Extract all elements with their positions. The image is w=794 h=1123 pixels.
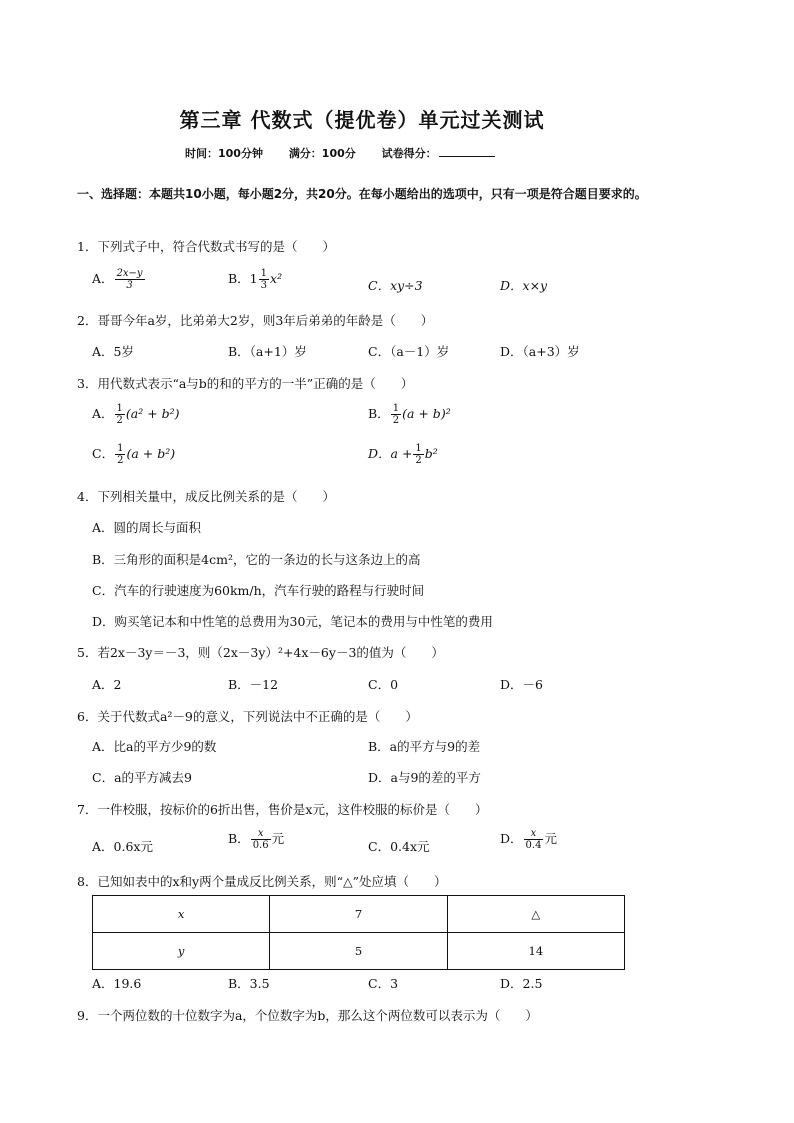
q5-option-a: A．2 [92, 677, 122, 692]
q3-option-d: D．a + $\frac{1}{2}$ b² [368, 443, 438, 466]
question-2: 2．哥哥今年a岁，比弟弟大2岁，则3年后弟弟的年龄是（ ） [77, 313, 434, 328]
section-heading: 一、选择题：本题共10小题，每小题2分，共20分。在每小题给出的选项中，只有一项是符合题目要求的。 [77, 187, 647, 201]
q4-option-b: B．三角形的面积是4cm²，它的一条边的长与这条边上的高 [92, 552, 421, 567]
table-cell: x [93, 896, 270, 933]
q1-option-a: A． $\frac{2x-y}{3}$ [92, 268, 143, 291]
q5-option-c: C．0 [368, 677, 399, 692]
table-row [93, 896, 625, 933]
question-4: 4．下列相关量中，成反比例关系的是（ ） [77, 489, 335, 504]
q7-option-a: A．0.6x元 [92, 839, 153, 854]
exam-meta [185, 145, 539, 161]
q8-option-d: D．2.5 [500, 976, 543, 991]
q1-option-c: C．xy÷3 [368, 278, 423, 293]
question-7: 7．一件校服，按标价的6折出售，售价是x元，这件校服的标价是（ ） [77, 802, 488, 817]
q5-option-d: D．－6 [500, 677, 543, 692]
q5-option-b: B．－12 [228, 677, 279, 692]
table-row [93, 933, 625, 970]
q2-option-d: D．（a+3）岁 [500, 344, 580, 359]
page-title: 第三章 代数式（提优卷）单元过关测试 [179, 108, 545, 132]
table-cell: 14 [447, 933, 624, 970]
q6-option-b: B．a的平方与9的差 [368, 739, 481, 754]
q3-option-b: B． $\frac{1}{2}$ (a + b)² [368, 403, 451, 426]
q6-option-c: C．a的平方减去9 [92, 770, 192, 785]
table-cell: △ [447, 896, 624, 933]
exam-time: 时间：100分钟 [185, 147, 263, 160]
q3-option-c: C． $\frac{1}{2}$ (a + b²) [92, 443, 176, 466]
q7-option-d: D． $\frac{x}{0.4}$ 元 [500, 828, 557, 851]
question-1: 1．下列式子中，符合代数式书写的是（ ） [77, 239, 335, 254]
question-8: 8．已知如表中的x和y两个量成反比例关系，则“△”处应填（ ） [77, 874, 447, 889]
q8-table [92, 895, 625, 970]
q8-option-a: A．19.6 [92, 976, 142, 991]
table-cell: y [93, 933, 270, 970]
q4-option-a: A．圆的周长与面积 [92, 520, 202, 535]
q3-option-a: A． $\frac{1}{2}$ (a² + b²) [92, 403, 180, 426]
score-blank [439, 156, 495, 157]
table-cell: 5 [270, 933, 447, 970]
q2-option-c: C．（a－1）岁 [368, 344, 450, 359]
q7-option-c: C．0.4x元 [368, 839, 430, 854]
question-5: 5．若2x－3y＝－3，则（2x－3y）²+4x－6y－3的值为（ ） [77, 645, 444, 660]
q6-option-a: A．比a的平方少9的数 [92, 739, 217, 754]
q2-option-b: B．（a+1）岁 [228, 344, 307, 359]
question-6: 6．关于代数式a²－9的意义，下列说法中不正确的是（ ） [77, 709, 418, 724]
q4-option-d: D．购买笔记本和中性笔的总费用为30元，笔记本的费用与中性笔的费用 [92, 614, 493, 629]
question-9: 9．一个两位数的十位数字为a，个位数字为b，那么这个两位数可以表示为（ ） [77, 1008, 538, 1023]
q2-option-a: A．5岁 [92, 344, 134, 359]
q4-option-c: C．汽车的行驶速度为60km/h，汽车行驶的路程与行驶时间 [92, 583, 425, 598]
q1-option-d: D．x×y [500, 278, 548, 293]
exam-got-score: 试卷得分： [382, 147, 517, 160]
q1-option-b: B．1 $\frac{1}{3}$ x² [228, 268, 283, 291]
exam-full-score: 满分：100分 [288, 147, 356, 160]
q8-option-c: C．3 [368, 976, 399, 991]
q7-option-b: B． $\frac{x}{0.6}$ 元 [228, 828, 285, 851]
q8-option-b: B．3.5 [228, 976, 270, 991]
table-cell: 7 [270, 896, 447, 933]
question-3: 3．用代数式表示“a与b的和的平方的一半”正确的是（ ） [77, 376, 414, 391]
q6-option-d: D．a与9的差的平方 [368, 770, 481, 785]
